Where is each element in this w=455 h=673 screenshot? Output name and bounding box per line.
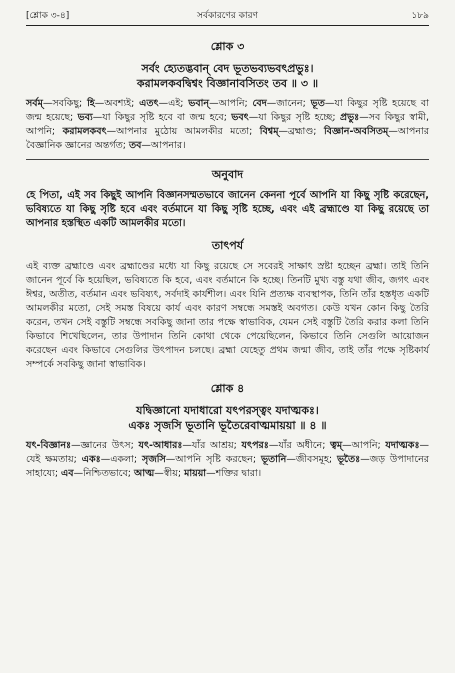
synonym-meaning: —আপনি; — [209, 98, 253, 109]
synonym-term: হি — [87, 98, 95, 109]
synonym-meaning: —সব কিছুর স্বামী, আপনি; — [26, 112, 429, 137]
synonym-term: আত্ম — [134, 468, 155, 479]
synonym-term: ত্বম্‌ — [330, 440, 343, 451]
verse-3-line-1: সর্বং হ্যেতদ্ভবান্‌ বেদ ভূতভব্যভবৎপ্রভুঃ। — [141, 62, 314, 75]
verse-4-heading: শ্লোক ৪ — [210, 382, 245, 395]
running-header — [26, 8, 429, 24]
synonym-meaning: —অবশ্যই; — [94, 98, 140, 109]
synonym-term: ভব্য — [77, 112, 93, 123]
synonym-meaning: —যাঁর অধীনে; — [268, 440, 331, 451]
synonym-term: তব — [128, 140, 142, 151]
verse-3-heading: শ্লোক ৩ — [210, 40, 245, 53]
synonym-meaning: —যাঁর আশ্রয়; — [182, 440, 242, 451]
synonym-meaning: —আপনার বৈজ্ঞানিক জ্ঞানের অন্তর্গত; — [26, 126, 430, 151]
verse-4-line-1: যদ্বিজ্ঞানো যদাধারো যৎপরস্ত্বং যদাত্মকঃ। — [136, 404, 319, 417]
synonym-term: বিশ্বম্‌ — [259, 126, 279, 137]
synonym-meaning: —আপনি সৃষ্টি করছেন; — [165, 454, 261, 465]
synonym-term: বেদ — [252, 98, 267, 109]
verse-3-line-2: করামলকবদ্বিশ্বং বিজ্ঞানাবসিতং তব ॥ ৩ ॥ — [136, 77, 319, 90]
synonym-meaning: —আপনার। — [141, 140, 186, 151]
synonym-term: বিজ্ঞান-অবসিতম্‌ — [323, 126, 389, 137]
header-chapter-title: সর্বকারণের কারণ — [197, 11, 258, 21]
synonym-term: ভবান্‌ — [188, 98, 210, 109]
header-page-number: ১৮৯ — [411, 11, 429, 21]
synonym-meaning: —জ্ঞানের উৎস; — [71, 440, 139, 451]
page-content — [26, 32, 429, 481]
synonym-meaning: —সবকিছু; — [42, 98, 88, 109]
synonym-meaning: —একলা; — [100, 454, 143, 465]
synonym-meaning: —যা কিছুর সৃষ্টি হবে বা জন্ম হবে; — [92, 112, 232, 123]
synonym-term: সৃজসি — [142, 454, 166, 465]
verse-3-translation: হে পিতা, এই সব কিছুই আপনি বিজ্ঞানসম্মতভাবে জানেন কেননা পূর্বে আপনি যা কিছু সৃষ্টি করেছেন, ভবিষ্যতে যা কিছু সৃষ্টি হবে এবং বর্তমানে যা কিছু সৃষ্টি হচ্ছে, এবং এই ব্রহ্মাণ্ডে যা কিছু রয়েছে তা আপনার হস্তস্থিত একটি আমলকীর মতো। — [26, 190, 429, 229]
synonym-meaning: —যা কিছুর সৃষ্টি হচ্ছে; — [248, 112, 341, 123]
verse-3-text — [26, 61, 429, 91]
synonym-meaning: —জীবসমূহ; — [286, 454, 337, 465]
synonym-meaning: —জানেন; — [266, 98, 311, 109]
synonym-term: মায়য়া — [184, 468, 207, 479]
synonym-term: প্রভুঃ — [340, 112, 360, 123]
synonym-meaning: —এই; — [158, 98, 189, 109]
synonym-term: করামলকবৎ — [62, 126, 107, 137]
verse-3-purport: এই ব্যক্ত ব্রহ্মাণ্ডে এবং ব্রহ্মাণ্ডের মধ্যে যা কিছু রয়েছে সে সবেরই সাক্ষাৎ স্রষ্টা হচ্ছেন ব্রহ্মা। তাই তিনি জানেন পূর্বে কি হয়েছিল, ভবিষ্যতে কি হবে, এবং বর্তমানে কি হচ্ছে। তিনটি মুখ্য বস্তু যথা জীব, জগৎ এবং ঈশ্বর, অতীত, বর্তমান এবং ভবিষ্যৎ, সর্বদাই কার্যশীল। এবং যিনি প্রত্যক্ষ ব্যবস্থাপক, তিনি তাঁর হস্তধৃত একটি আমলকীর মতো, সেই সমস্ত বিষয়ে কার্য এবং কারণ সম্বন্ধে সমস্তই অবগত। কেউ যখন কোন কিছু তৈরি করেন, তখন সেই বস্তুটি সম্বন্ধে সবকিছু জানা তার পক্ষে স্বাভাবিক, যেমন সেই বস্তুটি তৈরি করার কলা তিনি কিভাবে শিখেছিলেন, তার উপাদান তিনি কোথা থেকে পেয়েছিলেন, কিভাবে তিনি সেগুলি আয়োজন করেছেন এবং কিভাবে সেগুলির উৎপাদন চলছে। ব্রহ্মা যেহেতু প্রথম জন্মা জীব, তাই তাঁর পক্ষে সৃষ্টিকার্য সম্পর্কে সবকিছু জানা স্বাভাবিক। — [26, 261, 429, 370]
translation-heading: অনুবাদ — [211, 168, 244, 181]
synonym-term: যৎ-আধারঃ — [138, 440, 183, 451]
header-verse-range: [শ্লোক ৩-৪] — [26, 11, 70, 21]
synonym-meaning: —যেই ক্ষমতায়; — [26, 440, 430, 465]
synonym-term: ভবৎ — [231, 112, 249, 123]
purport-heading: তাৎপর্য — [211, 239, 244, 252]
synonym-term: ভূতানি — [260, 454, 287, 465]
header-rule — [26, 25, 429, 26]
synonym-term: যৎপরঃ — [241, 440, 269, 451]
verse-4-synonyms — [26, 439, 429, 481]
synonym-meaning: —ব্রহ্মাণ্ড; — [278, 126, 324, 137]
synonym-term: একঃ — [81, 454, 101, 465]
synonym-term: যদাত্মকঃ — [385, 440, 420, 451]
synonym-meaning: —নিশ্চিতভাবে; — [73, 468, 134, 479]
synonym-term: এতৎ — [139, 98, 159, 109]
synonym-term: ভূত — [310, 98, 325, 109]
synonym-term: যৎ-বিজ্ঞানঃ — [26, 440, 72, 451]
synonym-term: সর্বম্‌ — [26, 98, 43, 109]
synonym-term: ভূতৈঃ — [336, 454, 361, 465]
section-divider — [26, 159, 429, 160]
synonym-meaning: —জড় উপাদানের সাহায্যে; — [26, 454, 429, 479]
verse-3-synonyms — [26, 97, 429, 153]
synonym-term: এব — [61, 468, 74, 479]
synonym-meaning: —আপনি; — [342, 440, 386, 451]
verse-4-text — [26, 403, 429, 433]
synonym-meaning: —আপনার মুঠোয় আমলকীর মতো; — [106, 126, 260, 137]
synonym-meaning: —শক্তির দ্বারা। — [206, 468, 262, 479]
synonym-meaning: —স্বীয়; — [154, 468, 185, 479]
verse-4-line-2: একঃ সৃজসি ভূতানি ভূতৈরেবাত্মমায়য়া ॥ ৪ ॥ — [128, 419, 327, 432]
synonym-meaning: —যা কিছুর সৃষ্টি হয়েছে বা জন্ম হয়েছে; — [26, 98, 429, 123]
